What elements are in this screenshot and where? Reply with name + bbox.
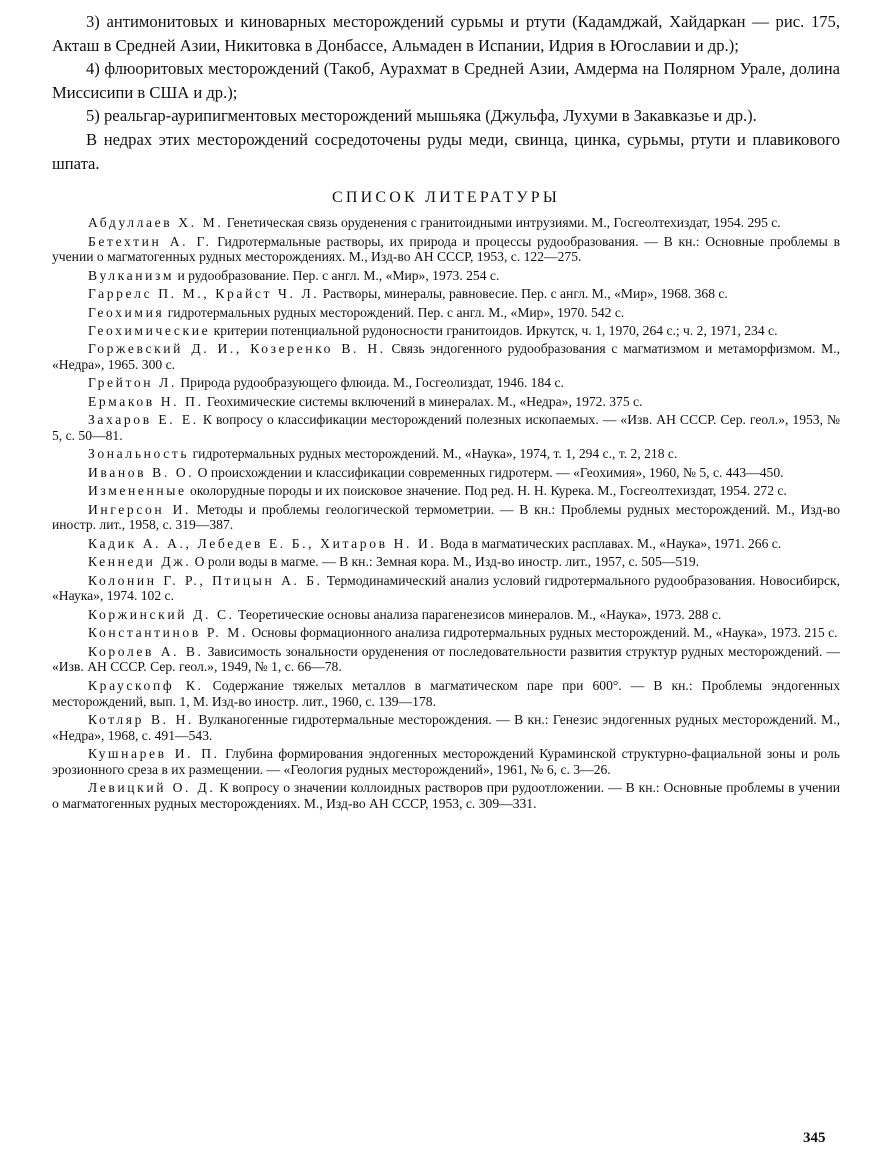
intro-section — [52, 10, 840, 175]
intro-paragraph: 4) флюоритовых месторождений (Такоб, Аурахмат в Средней Азии, Амдерма на Полярном Урале, долина Миссисипи в США и др.); — [52, 59, 840, 102]
reference-text: Вулканогенные гидротермальные месторождения. — В кн.: Генезис эндогенных рудных месторождений. М., «Недра», 1968, с. 491—543. — [52, 711, 840, 743]
reference-entry — [52, 234, 840, 266]
reference-text: Теоретические основы анализа парагенезисов минералов. М., «Наука», 1973. 288 с. — [234, 606, 722, 622]
reference-author: Королев А. В. — [88, 643, 204, 659]
reference-author: Кушнарев И. П. — [88, 746, 220, 762]
reference-entry — [52, 268, 840, 284]
reference-author: Захаров Е. Е. — [88, 412, 199, 428]
reference-author: Коржинский Д. С. — [88, 606, 235, 622]
intro-paragraph: 3) антимонитовых и киноварных месторождений сурьмы и ртути (Кадамджай, Хайдаркан — рис. 175, Акташ в Средней Азии, Никитовка в Донбассе, Альмаден в Испании, Идрия в Югославии и др.); — [52, 12, 840, 55]
reference-entry — [52, 712, 840, 744]
reference-text: О роли воды в магме. — В кн.: Земная кора. М., Изд-во иностр. лит., 1957, с. 505—519. — [191, 554, 700, 570]
reference-text: Растворы, минералы, равновесие. Пер. с англ. М., «Мир», 1968. 368 с. — [319, 286, 728, 302]
reference-entry — [52, 536, 840, 552]
reference-text: Гидротермальные растворы, их природа и процессы рудообразования. — В кн.: Основные проблемы в учении о магматогенных рудных месторождениях. М., Изд-во АН СССР, 1953, с. 122—275. — [52, 233, 840, 265]
reference-text: Термодинамический анализ условий гидротермального рудообразования. Новосибирск, «Наука», 1974. 102 с. — [52, 572, 840, 604]
reference-author: Гаррелс П. М., Крайст Ч. Л. — [88, 286, 320, 302]
reference-entry — [52, 607, 840, 623]
reference-text: О происхождении и классификации современных гидротерм. — «Геохимия», 1960, № 5, с. 443—450. — [194, 464, 784, 480]
page-number: 345 — [803, 1130, 826, 1146]
reference-author: Горжевский Д. И., Козеренко В. Н. — [88, 341, 386, 357]
reference-entry — [52, 625, 840, 641]
reference-text: Геохимические системы включений в минералах. М., «Недра», 1972. 375 с. — [203, 393, 643, 409]
reference-text: Связь эндогенного рудообразования с магматизмом и метаморфизмом. М., «Недра», 1965. 300 с. — [52, 341, 840, 373]
reference-author: Константинов Р. М. — [88, 625, 248, 641]
reference-entry — [52, 286, 840, 302]
reference-text: околорудные породы и их поисковое значение. Под ред. Н. Н. Курека. М., Госгеолтехиздат, 1954. 272 с. — [186, 483, 787, 499]
reference-entry — [52, 465, 840, 481]
reference-text: Содержание тяжелых металлов в магматическом паре при 600°. — В кн.: Проблемы эндогенных месторождений, вып. 1, М. Изд-во иностр. лит., 1960, с. 139—178. — [52, 677, 840, 709]
reference-author: Иванов В. О. — [88, 464, 195, 480]
reference-entry — [52, 780, 840, 812]
reference-list — [52, 215, 840, 812]
reference-text: К вопросу о значении коллоидных растворов при рудоотложении. — В кн.: Основные проблемы в учении о магматогенных рудных месторождениях. М., Изд-во АН СССР, 1953, с. 309—331. — [52, 780, 840, 812]
reference-author: Краускопф К. — [88, 677, 204, 693]
reference-text: Генетическая связь оруденения с гранитоидными интрузиями. М., Госгеолтехиздат, 1954. 295 с. — [223, 215, 781, 231]
reference-entry — [52, 215, 840, 231]
reference-author: Бетехтин А. Г. — [88, 233, 212, 249]
reference-entry — [52, 573, 840, 605]
reference-author: Зональность — [88, 446, 190, 462]
reference-text: Глубина формирования эндогенных месторождений Кураминской структурно-фациальной зоны и роль эрозионного среза в их размещении. — «Геология рудных месторождений», 1961, № 6, с. 3—26. — [52, 746, 840, 777]
reference-author: Измененные — [88, 483, 187, 499]
reference-entry — [52, 412, 840, 444]
reference-text: Зависимость зональности оруденения от последовательности развития структур рудных месторождений. — «Изв. АН СССР. Сер. геол.», 1949, № 1, с. 66—78. — [52, 643, 840, 675]
reference-entry — [52, 323, 840, 339]
reference-text: критерии потенциальной рудоносности гранитоидов. Иркутск, ч. 1, 1970, 264 с.; ч. 2, 1971, 234 с. — [210, 322, 778, 338]
reference-author: Котляр В. Н. — [88, 711, 195, 727]
reference-author: Геохимия — [88, 304, 165, 320]
reference-entry — [52, 678, 840, 710]
reference-text: и рудообразование. Пер. с англ. М., «Мир», 1973. 254 с. — [174, 267, 500, 283]
reference-author: Абдуллаев Х. М. — [88, 215, 224, 231]
reference-entry — [52, 446, 840, 462]
reference-author: Вулканизм — [88, 267, 175, 283]
reference-text: Методы и проблемы геологической термометрии. — В кн.: Проблемы рудных месторождений. М., Изд-во иностр. лит., 1958, с. 319—387. — [52, 501, 840, 533]
reference-entry — [52, 394, 840, 410]
intro-paragraph: 5) реальгар-аурипигментовых месторождений мышьяка (Джульфа, Лухуми в Закавказье и др.). — [86, 106, 757, 126]
reference-author: Ингерсон И. — [88, 501, 192, 517]
intro-paragraph: В недрах этих месторождений сосредоточены руды меди, свинца, цинка, сурьмы, ртути и плавикового шпата. — [52, 129, 840, 173]
reference-text: Природа рудообразующего флюида. М., Госгеолиздат, 1946. 184 с. — [176, 375, 564, 391]
page — [52, 10, 840, 815]
reference-entry — [52, 644, 840, 676]
reference-text: Основы формационного анализа гидротермальных рудных месторождений. М., «Наука», 1973. 215 с. — [247, 625, 838, 641]
reference-author: Грейтон Л. — [88, 375, 177, 391]
reference-text: Вода в магматических расплавах. М., «Наука», 1971. 266 с. — [436, 535, 782, 551]
reference-entry — [52, 375, 840, 391]
reference-text: гидротермальных рудных месторождений. Пер. с англ. М., «Мир», 1970. 542 с. — [164, 304, 625, 320]
reference-author: Кеннеди Дж. — [88, 554, 192, 570]
reference-text: К вопросу о классификации месторождений полезных ископаемых. — «Изв. АН СССР. Сер. геол.», 1953, № 5, с. 50—81. — [52, 412, 840, 444]
reference-author: Колонин Г. Р., Птицын А. Б. — [88, 572, 323, 588]
reference-author: Ермаков Н. П. — [88, 393, 204, 409]
reference-entry — [52, 502, 840, 534]
reference-text: гидротермальных рудных месторождений. М., «Наука», 1974, т. 1, 294 с., т. 2, 218 с. — [189, 446, 678, 462]
bibliography-heading: СПИСОК ЛИТЕРАТУРЫ — [332, 189, 560, 207]
reference-entry — [52, 483, 840, 499]
reference-entry — [52, 746, 840, 778]
reference-author: Левицкий О. Д. — [88, 780, 216, 796]
reference-entry — [52, 341, 840, 373]
reference-entry — [52, 554, 840, 570]
reference-author: Геохимические — [88, 322, 211, 338]
reference-entry — [52, 305, 840, 321]
reference-author: Кадик А. А., Лебедев Е. Б., Хитаров Н. И. — [88, 535, 437, 551]
